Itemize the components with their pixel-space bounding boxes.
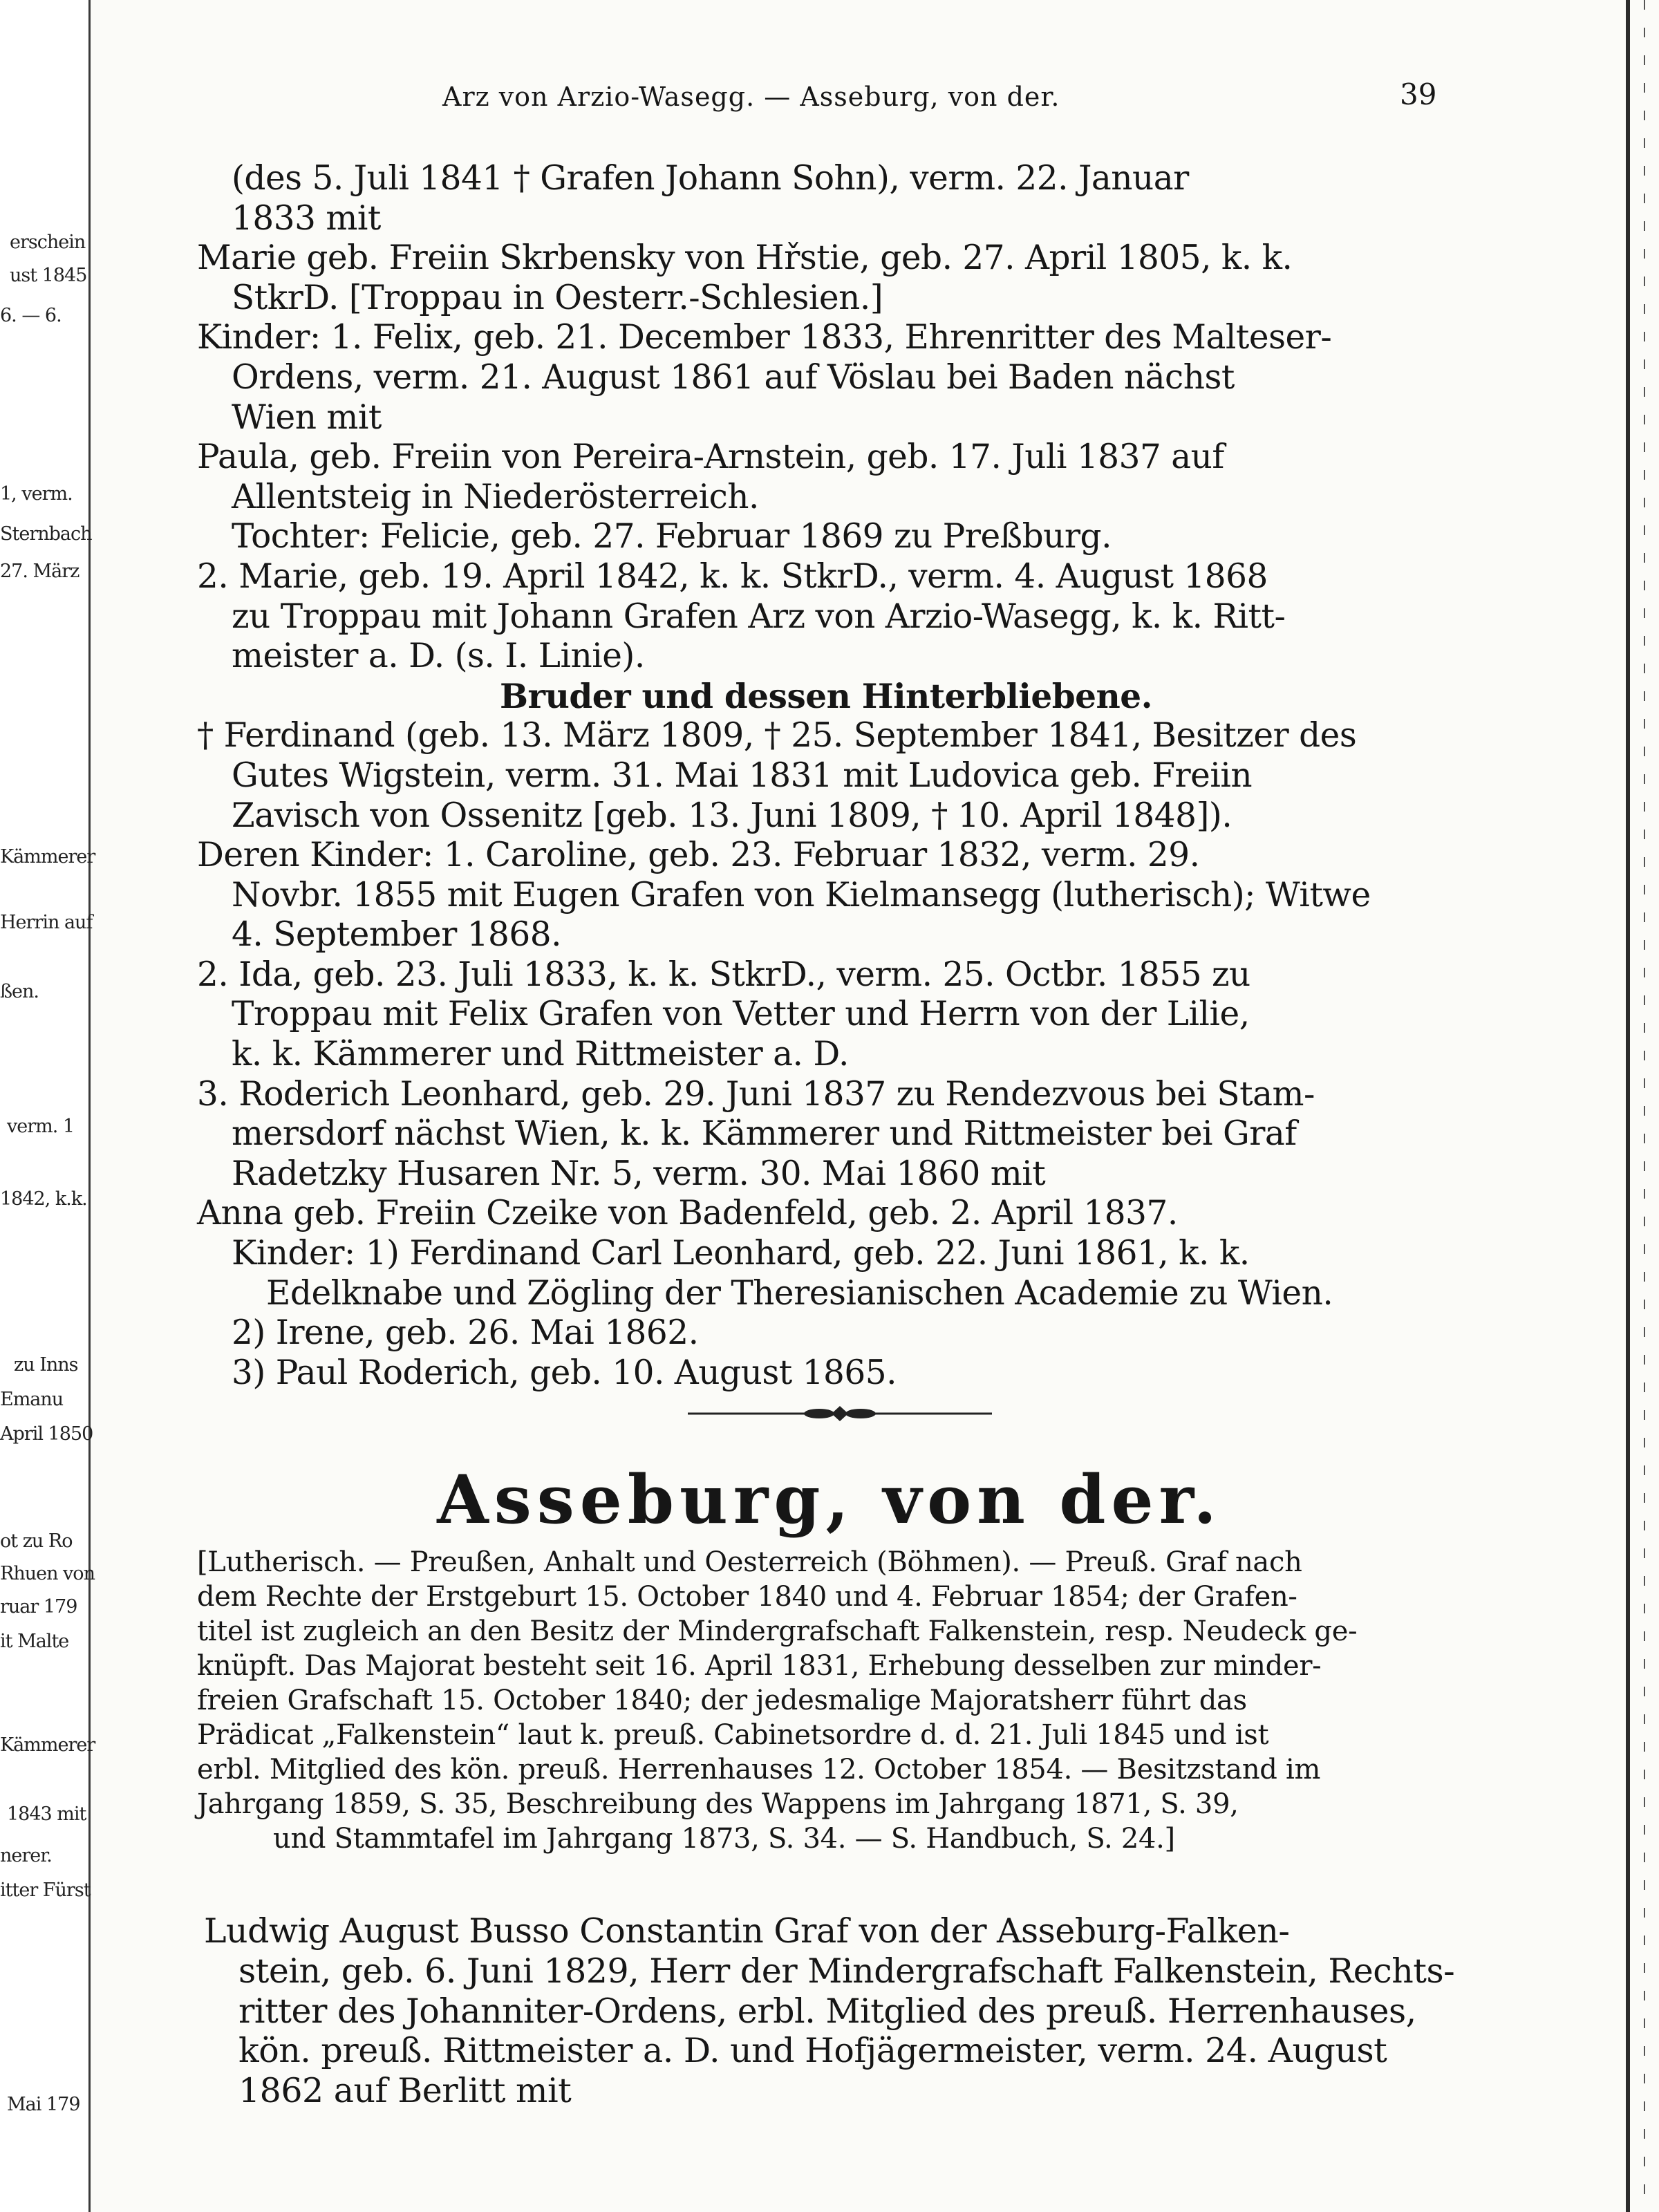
intro-note-block [197,1545,1580,1856]
note-line: Jahrgang 1859, S. 35, Beschreibung des Wappens im Jahrgang 1871, S. 39, [197,1788,1239,1820]
margin-fragment: verm. 1 [7,1116,75,1137]
entry-block [204,1911,1462,2111]
text-line: Kinder: 1. Felix, geb. 21. December 1833, Ehrenritter des Malteser- [197,318,1332,357]
section-title: Asseburg, von der. [437,1461,1222,1539]
margin-fragment: April 1850 [0,1423,93,1445]
note-line: knüpft. Das Majorat besteht seit 16. April 1831, Erhebung desselben zur minder- [197,1650,1322,1682]
note-line: titel ist zugleich an den Besitz der Mindergrafschaft Falkenstein, resp. Neudeck ge- [197,1615,1358,1647]
margin-fragment: Kämmerer [0,1734,95,1756]
text-line: k. k. Kämmerer und Rittmeister a. D. [232,1035,849,1074]
text-line: 2. Marie, geb. 19. April 1842, k. k. StkrD., verm. 4. August 1868 [197,556,1268,596]
text-line: 1862 auf Berlitt mit [238,2071,572,2111]
margin-fragment: 1, verm. [0,483,73,505]
note-line: dem Rechte der Erstgeburt 15. October 1840 und 4. Februar 1854; der Grafen- [197,1581,1297,1613]
text-line: kön. preuß. Rittmeister a. D. und Hofjägermeister, verm. 24. August [238,2031,1387,2071]
text-line: 3) Paul Roderich, geb. 10. August 1865. [232,1353,897,1392]
text-line: zu Troppau mit Johann Grafen Arz von Arzio-Wasegg, k. k. Ritt- [232,597,1286,636]
note-line: erbl. Mitglied des kön. preuß. Herrenhauses 12. October 1854. — Besitzstand im [197,1754,1321,1785]
text-line: Ludwig August Busso Constantin Graf von der Asseburg-Falken- [204,1911,1290,1951]
margin-fragment: 1842, k.k. [0,1188,87,1210]
text-line: Radetzky Husaren Nr. 5, verm. 30. Mai 1860 mit [232,1154,1046,1193]
margin-fragment: 27. März [0,561,79,582]
text-line: Anna geb. Freiin Czeike von Badenfeld, geb. 2. April 1837. [197,1194,1178,1233]
note-line: und Stammtafel im Jahrgang 1873, S. 34. — S. Handbuch, S. 24.] [273,1823,1175,1855]
text-line: Troppau mit Felix Grafen von Vetter und Herrn von der Lilie, [232,995,1250,1034]
page-number: 39 [1400,77,1437,111]
text-line: Allentsteig in Niederösterreich. [232,477,759,516]
text-line: Tochter: Felicie, geb. 27. Februar 1869 zu Preßburg. [232,517,1112,556]
running-header: Arz von Arzio-Wasegg. — Asseburg, von der. [442,82,1060,112]
text-line: ritter des Johanniter-Ordens, erbl. Mitglied des preuß. Herrenhauses, [238,1991,1416,2031]
margin-fragment: ruar 179 [0,1596,77,1618]
margin-fragment: Sternbach [0,523,92,545]
margin-fragment: ot zu Ro [0,1530,73,1552]
margin-fragment: Rhuen von [0,1563,95,1584]
text-line: 1833 mit [232,198,381,238]
text-line: mersdorf nächst Wien, k. k. Kämmerer und Rittmeister bei Graf [232,1114,1297,1154]
margin-fragment: erschein [10,232,86,253]
text-line: 4. September 1868. [232,915,562,955]
text-line: 3. Roderich Leonhard, geb. 29. Juni 1837 zu Rendezvous bei Stam- [197,1074,1315,1114]
text-line: Gutes Wigstein, verm. 31. Mai 1831 mit Ludovica geb. Freiin [232,756,1253,795]
main-text-block [197,159,1455,1393]
margin-fragment: 1843 mit [7,1803,86,1825]
text-line: † Ferdinand (geb. 13. März 1809, † 25. September 1841, Besitzer des [197,716,1357,756]
margin-fragment: Kämmerer [0,846,95,868]
text-line: 2) Irene, geb. 26. Mai 1862. [232,1313,699,1353]
text-line: Zavisch von Ossenitz [geb. 13. Juni 1809, † 10. April 1848]). [232,796,1232,835]
text-line: Kinder: 1) Ferdinand Carl Leonhard, geb. 22. Juni 1861, k. k. [232,1234,1250,1273]
text-line: StkrD. [Troppau in Oesterr.-Schlesien.] [232,278,883,317]
margin-fragment: Emanu [0,1389,64,1410]
text-line: Novbr. 1855 mit Eugen Grafen von Kielmansegg (lutherisch); Witwe [232,875,1371,915]
margin-fragment: itter Fürst [0,1880,91,1901]
margin-fragment: ßen. [0,981,39,1002]
subsection-heading: Bruder und dessen Hinterbliebene. [500,676,1152,716]
ornament-divider [688,1403,992,1424]
margin-fragment: 6. — 6. [0,305,62,326]
text-line: 2. Ida, geb. 23. Juli 1833, k. k. StkrD., verm. 25. Octbr. 1855 zu [197,955,1250,994]
text-line: Deren Kinder: 1. Caroline, geb. 23. Februar 1832, verm. 29. [197,836,1200,875]
note-line: [Lutherisch. — Preußen, Anhalt und Oesterreich (Böhmen). — Preuß. Graf nach [197,1546,1302,1578]
margin-fragment: Mai 179 [7,2094,80,2115]
margin-fragment: zu Inns [14,1354,78,1376]
text-line: meister a. D. (s. I. Linie). [232,637,645,676]
text-line: Edelknabe und Zögling der Theresianischen Academie zu Wien. [266,1273,1333,1313]
margin-fragment: Herrin auf [0,912,93,933]
margin-fragment: nerer. [0,1845,52,1866]
right-page-edge [1626,0,1630,2212]
margin-fragment: ust 1845 [10,265,87,286]
note-line: Prädicat „Falkenstein“ laut k. preuß. Cabinetsordre d. d. 21. Juli 1845 und ist [197,1719,1269,1751]
text-line: Marie geb. Freiin Skrbensky von Hřstie, geb. 27. April 1805, k. k. [197,238,1293,278]
text-line: (des 5. Juli 1841 † Grafen Johann Sohn), verm. 22. Januar [232,159,1189,198]
note-line: freien Grafschaft 15. October 1840; der jedesmalige Majoratsherr führt das [197,1685,1247,1716]
text-line: Paula, geb. Freiin von Pereira-Arnstein, geb. 17. Juli 1837 auf [197,438,1224,477]
text-line: Ordens, verm. 21. August 1861 auf Vöslau bei Baden nächst [232,357,1235,397]
margin-fragment: it Malte [0,1631,69,1652]
right-page-edge-dashes [1644,0,1645,2212]
text-line: Wien mit [232,397,382,437]
text-line: stein, geb. 6. Juni 1829, Herr der Mindergrafschaft Falkenstein, Rechts- [238,1951,1455,1991]
